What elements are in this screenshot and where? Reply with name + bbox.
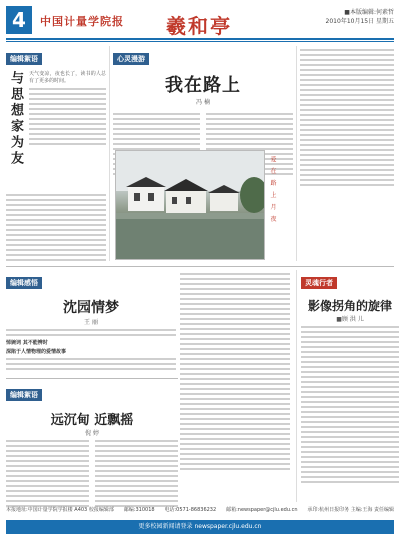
section-title: 羲和亭 bbox=[166, 14, 232, 38]
bottom-left-text-2 bbox=[6, 358, 176, 370]
left-text-lines-2 bbox=[6, 194, 106, 261]
bottom-left-subhead-2: 深陷于人情物理的爱情故事 bbox=[6, 349, 67, 355]
masthead-rule bbox=[6, 38, 394, 40]
paper-name: 中国计量学院报 bbox=[40, 15, 124, 28]
meta-editor: ■本版编辑:何素哲 bbox=[344, 9, 394, 16]
imprint-address: 本报地址:中国计量学院学报楼 A403 校报编辑部 bbox=[6, 507, 114, 513]
bottom-left-title: 沈园情梦 bbox=[63, 300, 119, 316]
left-text-lines bbox=[29, 88, 106, 145]
feature-author: 冯 楠 bbox=[196, 99, 210, 106]
imprint-zip: 邮编:310018 bbox=[123, 507, 155, 513]
footer-link[interactable]: 更多校园新闻请登录 newspaper.cjlu.edu.cn bbox=[138, 523, 262, 530]
feature-photo bbox=[115, 150, 265, 260]
bottom-mid-title: 远沉甸 近飘摇 bbox=[50, 413, 134, 428]
imprint-bar bbox=[6, 506, 394, 513]
bottom-mid-article bbox=[6, 382, 178, 502]
bottom-center-text bbox=[180, 270, 290, 473]
imprint-phone: 电话:0571-86836232 bbox=[164, 507, 217, 513]
bottom-mid-divider bbox=[6, 378, 178, 379]
bottom-left-subhead: 悼婉词 其不能辨时 bbox=[6, 340, 48, 346]
bottom-mid-text-col-2 bbox=[95, 437, 178, 510]
bottom-left-article bbox=[6, 270, 176, 355]
masthead-rule-thin bbox=[6, 41, 394, 42]
feature-title: 我在路上 bbox=[165, 75, 241, 96]
bottom-mid-text-col-1 bbox=[6, 437, 89, 510]
left-column-tag: 编辑絮语 bbox=[6, 53, 42, 65]
divider-left bbox=[109, 46, 110, 261]
masthead-meta bbox=[326, 8, 394, 26]
feature-tag: 心灵漫游 bbox=[113, 53, 149, 65]
left-headline: 与思想家为友 bbox=[8, 71, 23, 167]
bottom-left-author: 王 丽 bbox=[84, 319, 98, 326]
village-photo-illustration bbox=[116, 151, 264, 259]
divider-mid bbox=[296, 46, 297, 261]
right-box-text bbox=[301, 326, 399, 483]
bottom-mid-author: 倪 婷 bbox=[85, 430, 99, 437]
page-number: 4 bbox=[6, 6, 32, 34]
right-box-tag: 灵魂行者 bbox=[301, 277, 337, 289]
meta-date: 2010年10月15日 星期五 bbox=[325, 18, 394, 25]
bottom-mid-tag: 编辑絮语 bbox=[6, 389, 42, 401]
left-column bbox=[6, 46, 106, 266]
right-box-title: 影像拐角的旋律 bbox=[307, 299, 392, 313]
bottom-left-tag: 编辑感悟 bbox=[6, 277, 42, 289]
right-box-author: ■顾 洪 儿 bbox=[336, 316, 364, 323]
right-text-lines bbox=[300, 46, 394, 189]
imprint-print: 承印:杭州日报印务 主编:王海 责任编辑 bbox=[307, 507, 394, 513]
left-paragraph: 天气变凉，夜也长了，读书的人总有了更多的时间。 bbox=[29, 71, 106, 84]
imprint-email: 邮箱:newspaper@cjlu.edu.cn bbox=[226, 507, 298, 513]
bottom-left-text bbox=[6, 329, 176, 336]
photo-caption: 爱 在 路 上 月 夜 bbox=[269, 156, 276, 224]
section-divider bbox=[6, 266, 394, 267]
right-box-article bbox=[296, 270, 399, 502]
masthead bbox=[6, 6, 394, 38]
